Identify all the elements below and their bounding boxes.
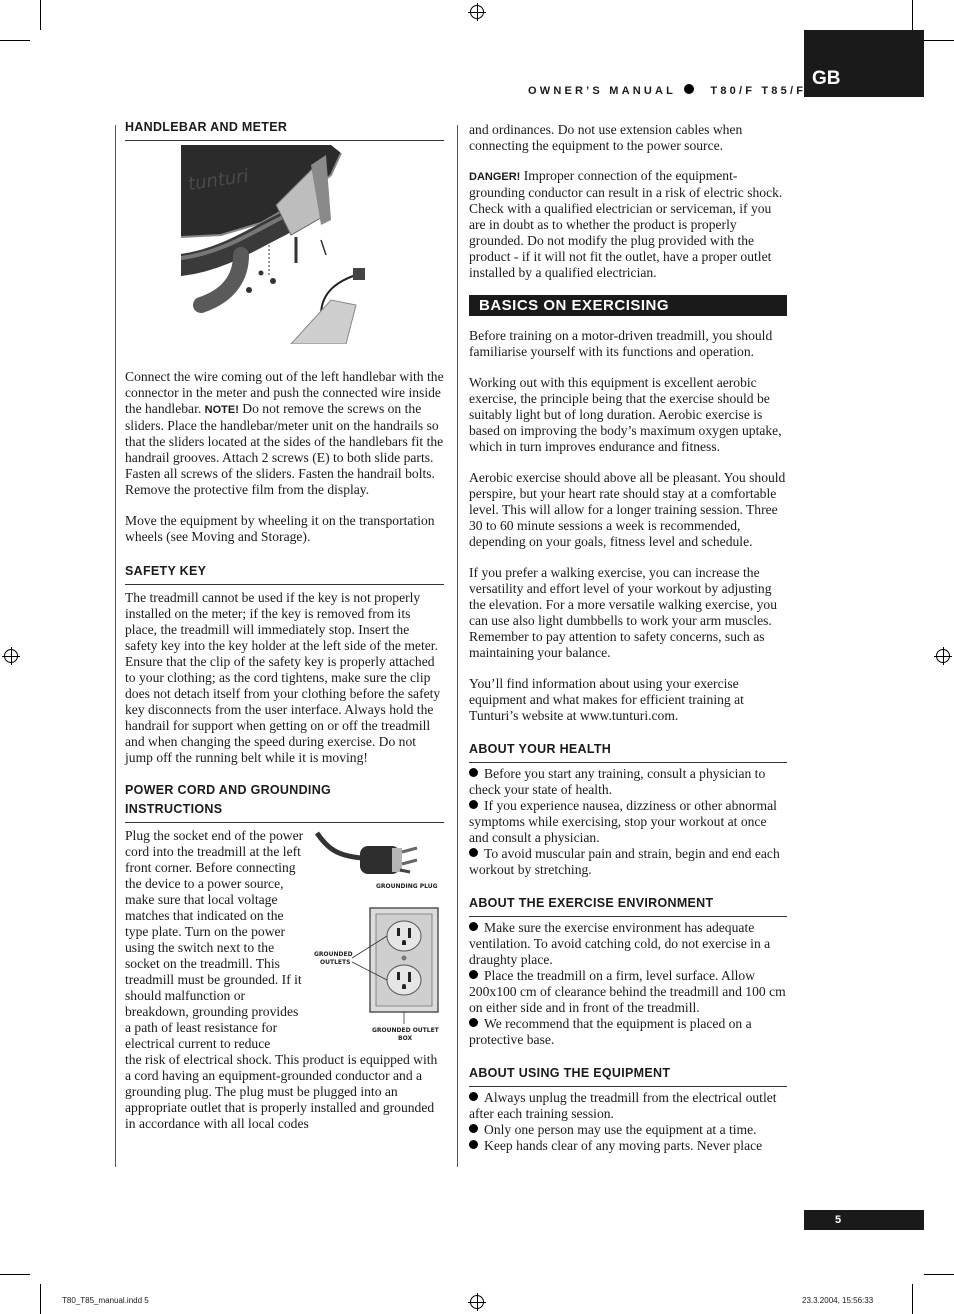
tunturi-logo: tunturi bbox=[186, 165, 250, 195]
paragraph-handlebar-2: Move the equipment by wheeling it on the transportation wheels (see Moving and Storage). bbox=[125, 513, 435, 544]
manual-label: OWNER’S MANUAL bbox=[528, 85, 676, 97]
section-heading-environment: ABOUT THE EXERCISE ENVIRONMENT bbox=[469, 894, 787, 917]
list-item: Keep hands clear of any moving parts. Never place bbox=[469, 1138, 787, 1154]
section-heading-using: ABOUT USING THE EQUIPMENT bbox=[469, 1064, 787, 1087]
file-name: T80_T85_manual.indd 5 bbox=[62, 1296, 149, 1305]
section-heading-safety: SAFETY KEY bbox=[125, 562, 444, 585]
crop-mark bbox=[40, 1284, 41, 1314]
outlet-box-label: GROUNDED OUTLET bbox=[372, 1027, 439, 1034]
bullet-icon bbox=[469, 1018, 478, 1027]
list-item: Make sure the exercise environment has adequate ventilation. To avoid catching cold, do not exercise in a draughty place. bbox=[469, 920, 771, 967]
environment-list bbox=[469, 920, 787, 1048]
paragraph-basics-1: Before training on a motor-driven treadmill, you should familiarise yourself with its functions and operation. bbox=[469, 328, 773, 359]
handlebar-figure bbox=[181, 145, 388, 344]
bullet-icon bbox=[469, 1124, 478, 1133]
grounding-plug-label: GROUNDING PLUG bbox=[376, 883, 438, 890]
paragraph-danger: DANGER! Improper connection of the equipment-grounding conductor can result in a risk of electric shock. Check with a qualified electrician or serviceman, if you are in doubt as to whether the product is properly grounded. Do not modify the plug provided with the product - if it will not fit the outlet, have a proper outlet installed by a qualified electrician. bbox=[469, 168, 783, 280]
paragraph-basics-3: Aerobic exercise should above all be pleasant. You should perspire, but your heart rate should stay at a comfortable level. This will allow for a longer training session. Three 30 to 60 minute sessions a week is recommended, depending on your goals, fitness level and schedule. bbox=[469, 470, 786, 549]
paragraph-safety: The treadmill cannot be used if the key is not properly installed on the meter; if the key is removed from its place, the treadmill will immediately stop. Insert the safety key into the key holder at the left side of the meter. Ensure that the clip of the safety key is properly attached to your clothing; as the cord tightens, make sure the clip does not detach itself from your clothing before the safety key disconnects from the user interface. Always hold the handrail for support when getting on or off the treadmill and when changing the speed during exercise. Do not jump off the running belt while it is moving! bbox=[125, 590, 441, 765]
outlet-box-label: BOX bbox=[398, 1035, 413, 1042]
paragraph-power-a: Plug the socket end of the power cord into the treadmill at the left front corner. Before connecting the device to a power source, make sure that local voltage matches that indicated on the type plate. Turn on the power using the switch next to the socket on the treadmill. This treadmill must be grounded. If it should malfunction or breakdown, grounding provides a path of least resistance for electrical current to reduce bbox=[125, 828, 304, 1051]
grounding-illustration bbox=[312, 828, 444, 1050]
column-rule bbox=[457, 125, 458, 1167]
language-tab bbox=[804, 30, 924, 97]
right-column bbox=[469, 118, 787, 1154]
crop-mark bbox=[924, 1274, 954, 1275]
page-number: 5 bbox=[835, 1214, 842, 1226]
grounded-outlets-label: OUTLETS bbox=[320, 959, 351, 966]
crop-mark bbox=[912, 0, 913, 30]
running-header bbox=[528, 84, 806, 97]
handlebar-illustration bbox=[181, 145, 388, 344]
left-column bbox=[125, 118, 444, 1132]
timestamp: 23.3.2004, 15:56:33 bbox=[802, 1296, 874, 1305]
bullet-icon bbox=[469, 768, 478, 777]
grounding-figure bbox=[312, 828, 444, 1050]
section-heading-handlebar: HANDLEBAR AND METER bbox=[125, 118, 444, 141]
page-number-box bbox=[804, 1210, 924, 1230]
section-heading-basics: BASICS ON EXERCISING bbox=[469, 295, 787, 316]
bullet-icon bbox=[469, 848, 478, 857]
section-heading-power: POWER CORD AND GROUNDING INSTRUCTIONS bbox=[125, 781, 444, 823]
bullet-icon bbox=[469, 922, 478, 931]
crop-mark bbox=[40, 0, 41, 30]
danger-label: DANGER! bbox=[469, 171, 521, 183]
bullet-icon bbox=[469, 1092, 478, 1101]
registration-mark-icon bbox=[470, 5, 484, 19]
bullet-icon bbox=[684, 84, 694, 94]
crop-mark bbox=[924, 40, 954, 41]
registration-mark-icon bbox=[470, 1295, 484, 1309]
section-heading-health: ABOUT YOUR HEALTH bbox=[469, 740, 787, 763]
crop-mark bbox=[0, 1274, 30, 1275]
bullet-icon bbox=[469, 800, 478, 809]
list-item: To avoid muscular pain and strain, begin and end each workout by stretching. bbox=[469, 846, 780, 877]
registration-mark-icon bbox=[936, 649, 950, 663]
using-list bbox=[469, 1090, 787, 1154]
crop-mark bbox=[0, 40, 30, 41]
list-item: Before you start any training, consult a physician to check your state of health. bbox=[469, 766, 766, 797]
grounded-outlets-label: GROUNDED bbox=[314, 951, 353, 958]
paragraph-handlebar-1: Connect the wire coming out of the left handlebar with the connector in the meter and push the connected wire inside the handlebar. NOTE! Do not remove the screws on the sliders. Place the handlebar/meter unit on the handrails so that the sliders located at the sides of the handlebars fit the handrail grooves. Attach 2 screws (E) to both slide parts. Fasten all screws of the sliders. Fasten the handrail bolts. Remove the protective film from the display. bbox=[125, 369, 444, 497]
language-code: GB bbox=[812, 68, 841, 89]
registration-mark-icon bbox=[4, 649, 18, 663]
paragraph-power-b: the risk of electrical shock. This product is equipped with a cord having an equipment-grounded conductor and a grounding plug. The plug must be plugged into an appropriate outlet that is properly installed and grounded in accordance with all local codes bbox=[125, 1052, 438, 1131]
bullet-icon bbox=[469, 1140, 478, 1149]
paragraph-basics-4: If you prefer a walking exercise, you can increase the versatility and effort level of your workout by adjusting the elevation. For a more versatile walking exercise, you can use also light dumbbells to work your arm muscles. Remember to pay attention to safety concerns, such as maintaining your balance. bbox=[469, 565, 778, 660]
model-label: T80/F T85/F bbox=[710, 85, 807, 97]
paragraph-basics-5: You’ll find information about using your exercise equipment and what makes for efficient training at Tunturi’s website at www.tunturi.com. bbox=[469, 676, 744, 723]
list-item: Place the treadmill on a firm, level surface. Allow 200x100 cm of clearance behind the treadmill and 100 cm on either side and in front of the treadmill. bbox=[469, 968, 786, 1015]
health-list bbox=[469, 766, 787, 878]
list-item: Only one person may use the equipment at a time. bbox=[469, 1122, 787, 1138]
paragraph-basics-2: Working out with this equipment is excellent aerobic exercise, the principle being that the exercise should be suitably light but of long duration. Aerobic exercise is based on improving the body’s maximum oxygen uptake, which in turn improves endurance and fitness. bbox=[469, 375, 782, 454]
column-rule bbox=[115, 125, 116, 1167]
bullet-icon bbox=[469, 970, 478, 979]
note-label: NOTE! bbox=[204, 404, 239, 416]
crop-mark bbox=[912, 1284, 913, 1314]
list-item: Always unplug the treadmill from the electrical outlet after each training session. bbox=[469, 1090, 777, 1121]
list-item: If you experience nausea, dizziness or other abnormal symptoms while exercising, stop your workout at once and consult a physician. bbox=[469, 798, 777, 845]
list-item: We recommend that the equipment is placed on a protective base. bbox=[469, 1016, 752, 1047]
power-section bbox=[125, 828, 444, 1132]
paragraph-continued: and ordinances. Do not use extension cables when connecting the equipment to the power source. bbox=[469, 122, 743, 153]
